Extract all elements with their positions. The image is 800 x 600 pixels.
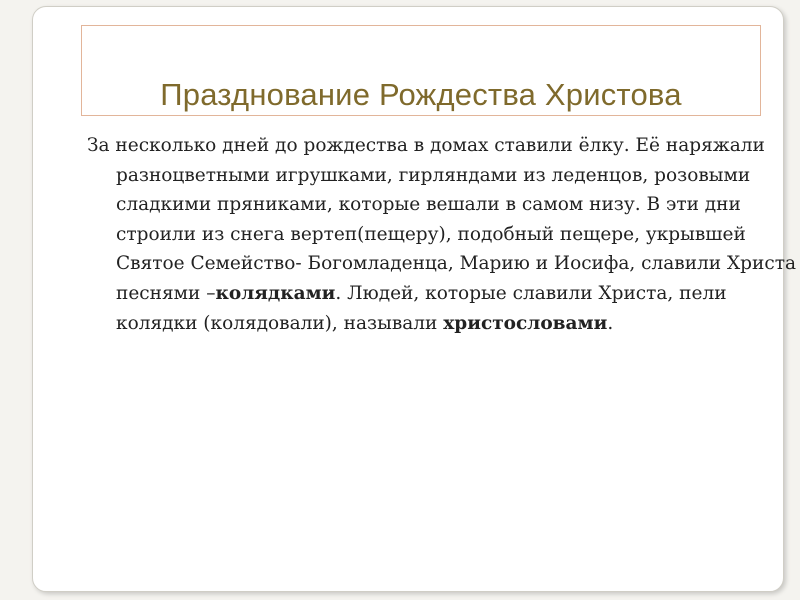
- body-text-part3: .: [607, 312, 614, 334]
- slide: [32, 6, 796, 592]
- title-placeholder: [81, 25, 761, 116]
- body-text-bold-koliadki: колядками: [215, 282, 336, 304]
- body-text-part2: . Людей, которые славили Христа, пели колядки (колядовали), называли: [116, 282, 727, 334]
- body-text-part1: За несколько дней до рождества в домах ставили ёлку. Её наряжали разноцветными игрушками, гирляндами из леденцов, розовыми сладкими пряниками, которые вешали в самом низу. В эти дни строили из снега вертеп(пещеру), подобный пещере, укрывшей Святое Семейство- Богомладенца, Марию и Иосифа, славили Христа песнями –: [87, 135, 796, 304]
- body-paragraph: [87, 131, 796, 338]
- slide-title: Празднование Рождества Христова: [160, 77, 682, 112]
- body-text-bold-khristoslovy: христословами: [443, 312, 608, 334]
